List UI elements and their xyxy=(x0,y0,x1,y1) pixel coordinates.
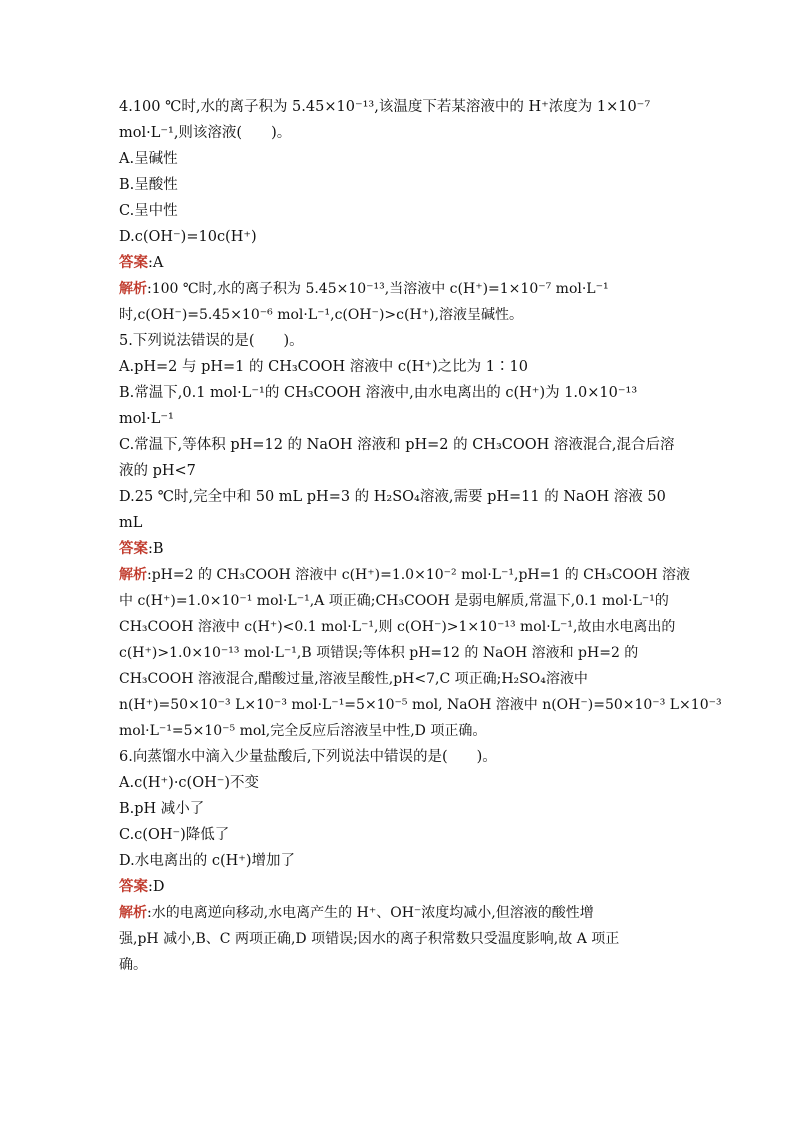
option-b: B.pH 减小了 xyxy=(119,801,205,817)
option-c: C.呈中性 xyxy=(119,203,178,219)
answer-value: :D xyxy=(148,879,165,895)
question-stem-line: 5.下列说法错误的是( )。 xyxy=(119,333,304,349)
option-c: C.c(OH⁻)降低了 xyxy=(119,827,230,843)
answer-value: :B xyxy=(148,541,164,557)
option-b: B.呈酸性 xyxy=(119,177,178,193)
answer-line xyxy=(119,874,679,900)
answer-label: 答案 xyxy=(119,540,148,557)
answer-label: 答案 xyxy=(119,878,148,895)
option-d: D.水电离出的 c(H⁺)增加了 xyxy=(119,853,296,869)
analysis-label: 解析 xyxy=(119,281,147,297)
analysis-line: CH₃COOH 溶液混合,醋酸过量,溶液呈酸性,pH<7,C 项正确;H₂SO₄溶液中 xyxy=(119,671,588,687)
answer-line xyxy=(119,250,679,276)
option-a: A.pH=2 与 pH=1 的 CH₃COOH 溶液中 c(H⁺)之比为 1∶10 xyxy=(119,359,528,375)
analysis-line: c(H⁺)>1.0×10⁻¹³ mol·L⁻¹,B 项错误;等体积 pH=12 的 NaOH 溶液和 pH=2 的 xyxy=(119,645,639,661)
analysis-line xyxy=(119,276,679,302)
question-6 xyxy=(119,744,679,978)
analysis-line: 确。 xyxy=(119,957,147,973)
answer-label: 答案 xyxy=(119,254,148,271)
question-stem-line: 4.100 ℃时,水的离子积为 5.45×10⁻¹³,该温度下若某溶液中的 H⁺浓度为 1×10⁻⁷ xyxy=(119,99,651,115)
analysis-line: n(H⁺)=50×10⁻³ L×10⁻³ mol·L⁻¹=5×10⁻⁵ mol, NaOH 溶液中 n(OH⁻)=50×10⁻³ L×10⁻³ xyxy=(119,697,722,713)
analysis-line: 强,pH 减小,B、C 两项正确,D 项错误;因水的离子积常数只受温度影响,故 A 项正 xyxy=(119,931,620,947)
question-stem-line: mol·L⁻¹,则该溶液( )。 xyxy=(119,125,292,141)
option-a: A.呈碱性 xyxy=(119,151,178,167)
option-a: A.c(H⁺)·c(OH⁻)不变 xyxy=(119,775,260,791)
option-b: B.常温下,0.1 mol·L⁻¹的 CH₃COOH 溶液中,由水电离出的 c(H⁺)为 1.0×10⁻¹³ mol·L⁻¹ xyxy=(119,385,638,427)
option-d: D.25 ℃时,完全中和 50 mL pH=3 的 H₂SO₄溶液,需要 pH=11 的 NaOH 溶液 50 mL xyxy=(119,489,666,531)
question-4 xyxy=(119,94,679,328)
analysis-text: :水的电离逆向移动,水电离产生的 H⁺、OH⁻浓度均减小,但溶液的酸性增 xyxy=(147,905,594,921)
analysis-line: 时,c(OH⁻)=5.45×10⁻⁶ mol·L⁻¹,c(OH⁻)>c(H⁺),溶液呈碱性。 xyxy=(119,307,523,323)
analysis-label: 解析 xyxy=(119,567,147,583)
analysis-line xyxy=(119,562,691,588)
analysis-line: 中 c(H⁺)=1.0×10⁻¹ mol·L⁻¹,A 项正确;CH₃COOH 是弱电解质,常温下,0.1 mol·L⁻¹的 xyxy=(119,593,669,609)
question-stem-line: 6.向蒸馏水中滴入少量盐酸后,下列说法中错误的是( )。 xyxy=(119,749,497,765)
answer-value: :A xyxy=(148,255,164,271)
option-d: D.c(OH⁻)=10c(H⁺) xyxy=(119,229,257,245)
analysis-text: :pH=2 的 CH₃COOH 溶液中 c(H⁺)=1.0×10⁻² mol·L⁻¹,pH=1 的 CH₃COOH 溶液 xyxy=(147,567,691,583)
option-c: C.常温下,等体积 pH=12 的 NaOH 溶液和 pH=2 的 CH₃COOH 溶液混合,混合后溶液的 pH<7 xyxy=(119,437,675,479)
analysis-label: 解析 xyxy=(119,905,147,921)
analysis-text: :100 ℃时,水的离子积为 5.45×10⁻¹³,当溶液中 c(H⁺)=1×10⁻⁷ mol·L⁻¹ xyxy=(147,281,609,297)
analysis-line xyxy=(119,900,679,926)
answer-line xyxy=(119,536,679,562)
analysis-line: mol·L⁻¹=5×10⁻⁵ mol,完全反应后溶液呈中性,D 项正确。 xyxy=(119,723,487,739)
question-5 xyxy=(119,328,722,744)
document-body xyxy=(119,94,722,978)
analysis-line: CH₃COOH 溶液中 c(H⁺)<0.1 mol·L⁻¹,则 c(OH⁻)>1×10⁻¹³ mol·L⁻¹,故由水电离出的 xyxy=(119,619,676,635)
